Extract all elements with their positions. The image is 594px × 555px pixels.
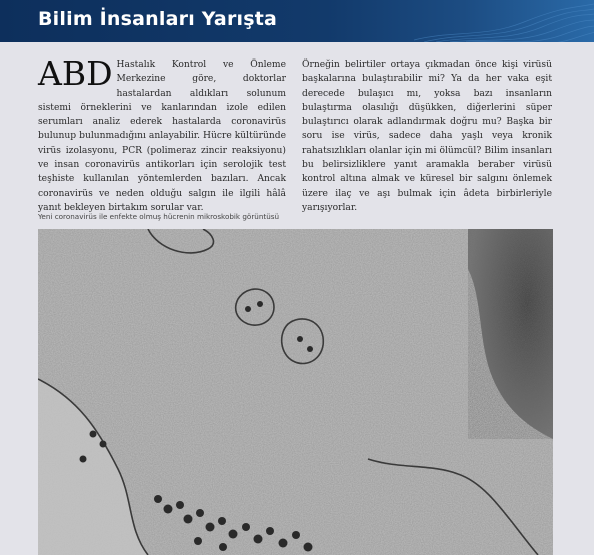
article-column-left xyxy=(38,54,286,215)
micrograph-image xyxy=(38,229,553,555)
article-column-right xyxy=(302,58,552,215)
electron-micrograph-icon xyxy=(38,229,553,555)
article-text-left: Hastalık Kontrol ve Önleme Merkezine göre, doktorlar hastalardan aldıkları solunum sistemi örneklerini ve kanlarından izole edilen serumları analiz ederek hastalarda coronavirüs bulunup bulunmadığını anlayabilir. Hücre kültüründe virüs izolasyonu, PCR (polimeraz zincir reaksiyonu) ve insan coronavirüs antikorları için serolojik test teşhiste kullanılan yöntemlerden bazıları. Ancak coronavirüs ve neden olduğu salgın ile ilgili hâlâ yanıt bekleyen birtakım sorular var. xyxy=(38,60,286,213)
header-banner xyxy=(0,0,594,42)
article-text-right: Örneğin belirtiler ortaya çıkmadan önce kişi virüsü başkalarına bulaştırabilir mi? Ya da her vaka eşit derecede bulaşıcı mı, yoksa bazı insanların bulaştırma olasılığı düşükken, diğerlerini süper bulaştırıcı olarak adlandırmak doğru mu? Başka bir soru ise virüs, sadece daha yaşlı veya kronik rahatsızlıkları olanlar için mi ölümcül? Bilim insanları bu belirsizliklere yanıt aramakla beraber virüsü kontrol altına almak ve küresel bir salgını önlemek üzere ilaç ve aşı bulmak için âdeta birbirleriyle yarışıyorlar. xyxy=(302,60,552,213)
drop-cap: ABD xyxy=(38,54,113,93)
wave-pattern-icon xyxy=(414,0,594,42)
page-title: Bilim İnsanları Yarışta xyxy=(38,8,278,30)
figure-caption: Yeni coronavirüs ile enfekte olmuş hücrenin mikroskobik görüntüsü xyxy=(38,212,280,221)
